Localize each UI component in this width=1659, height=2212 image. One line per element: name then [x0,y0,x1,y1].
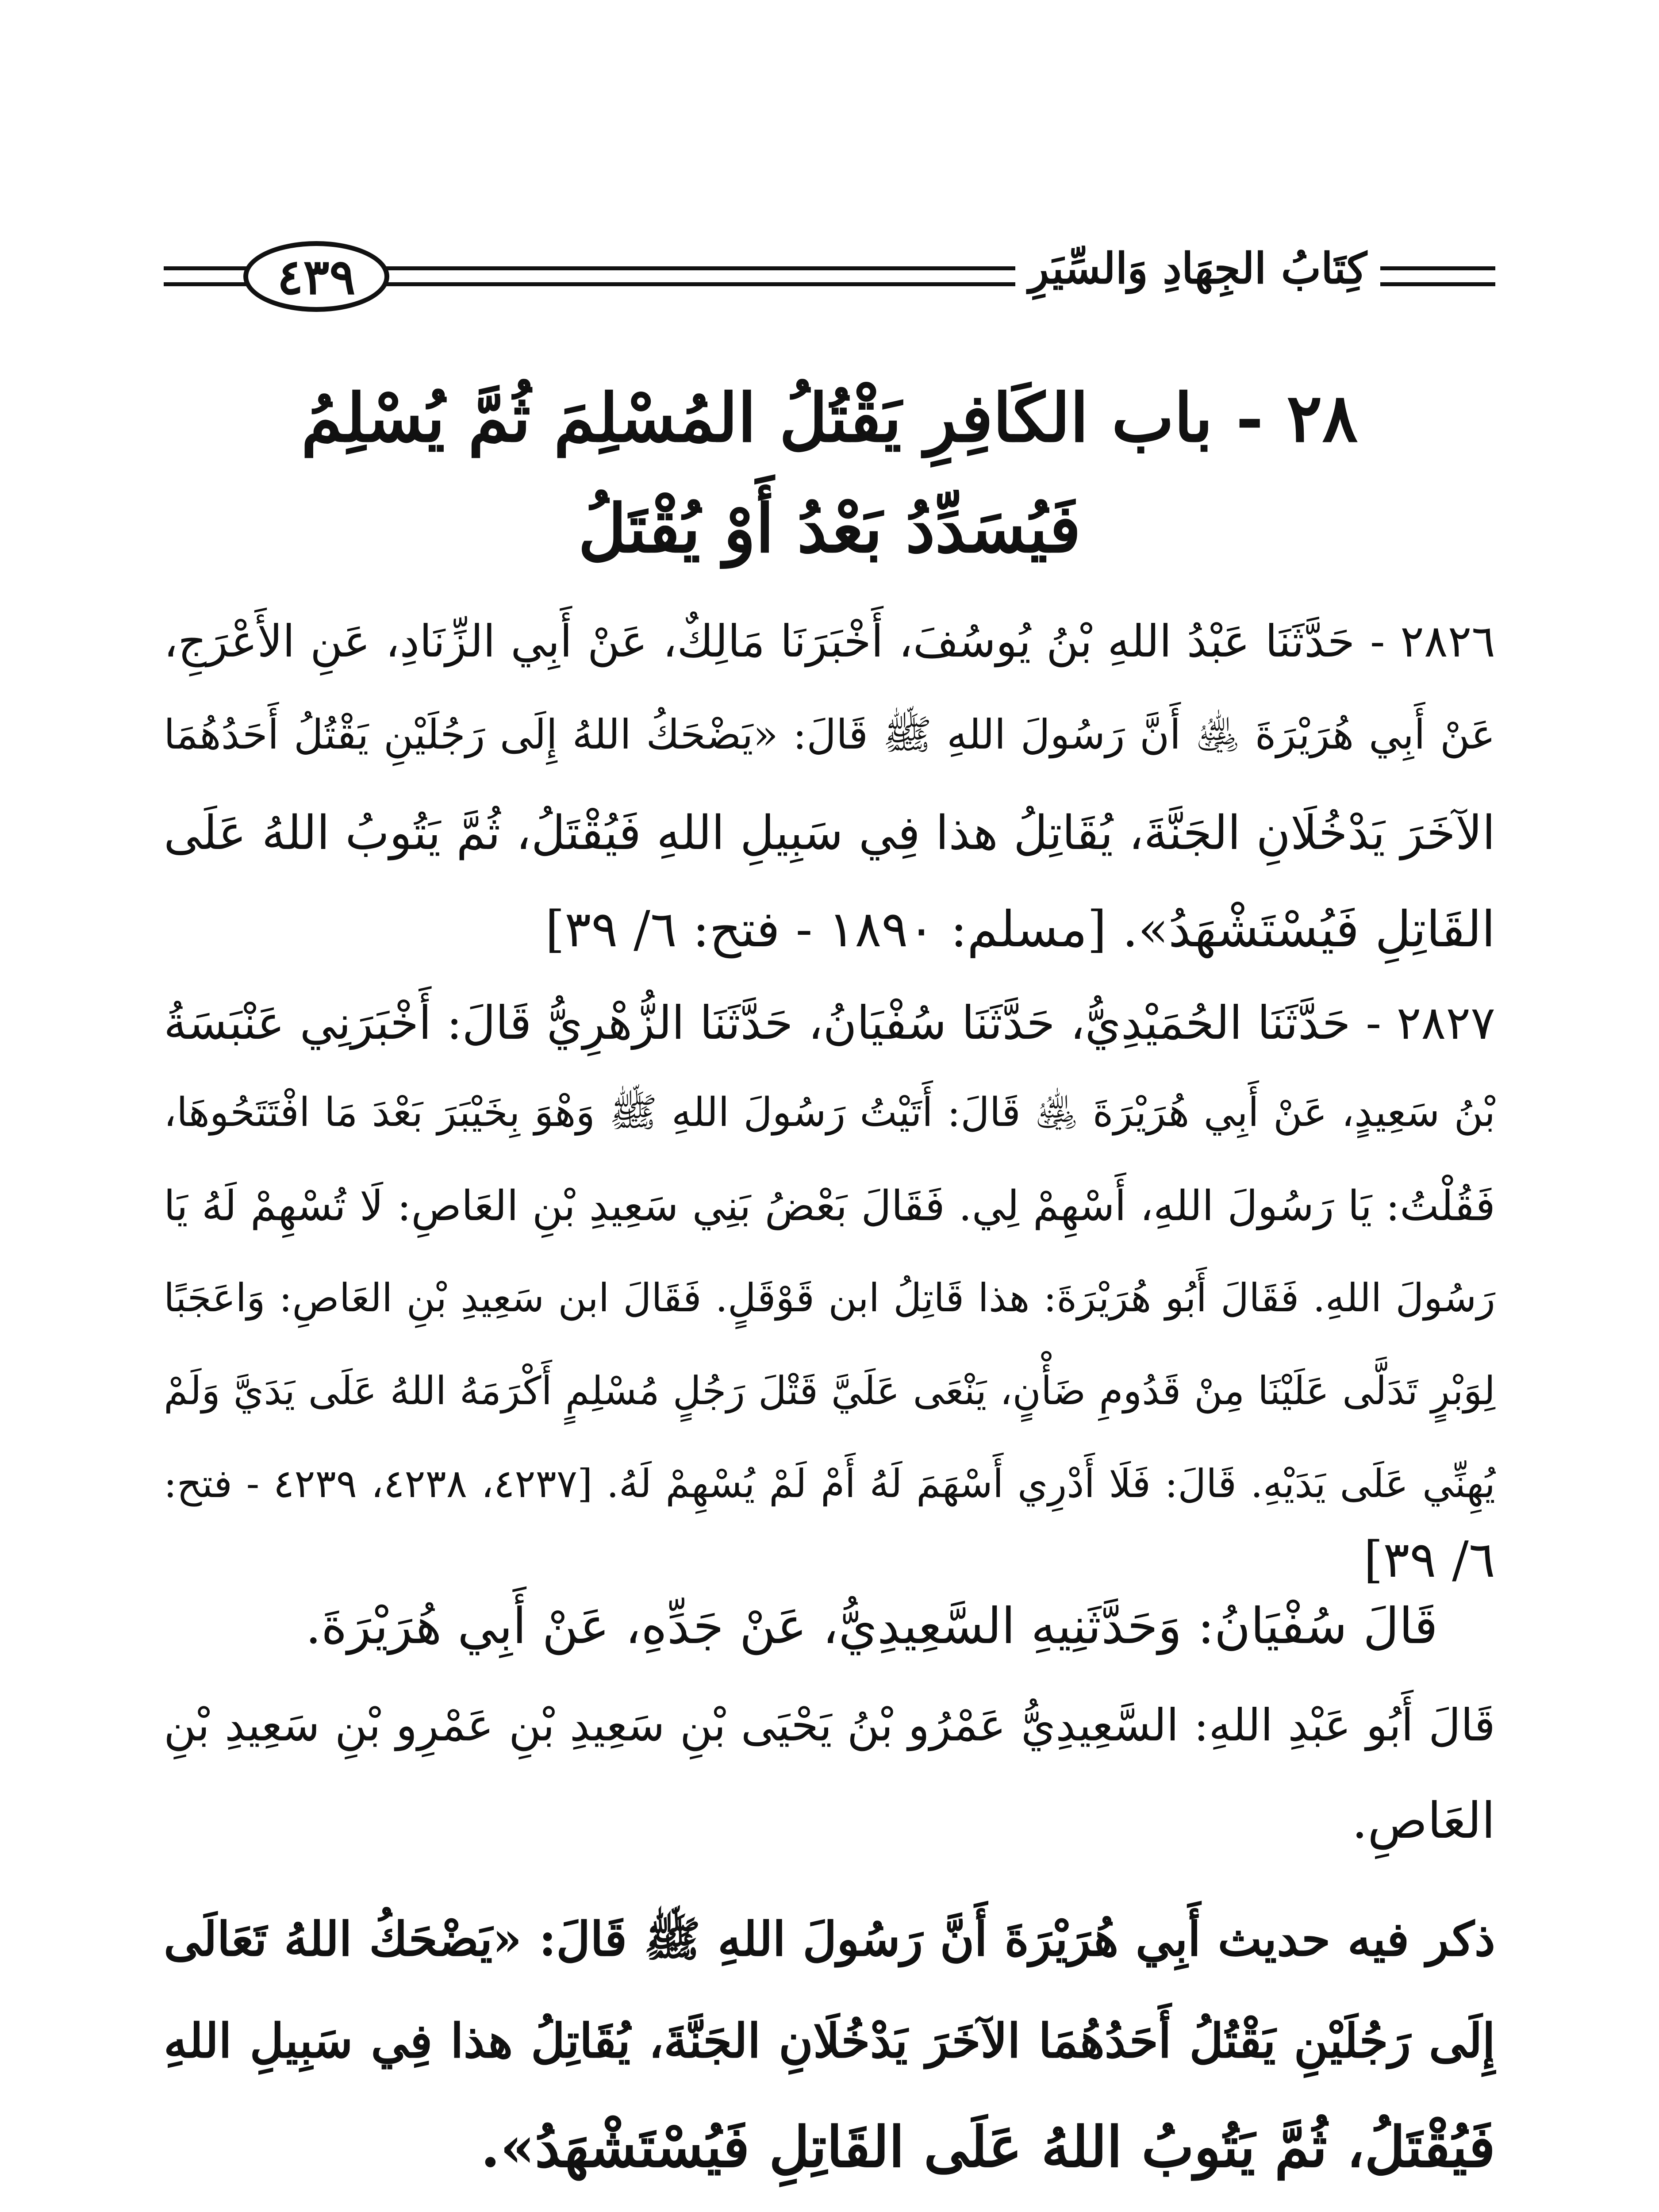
header-rule-left-top [164,266,252,270]
running-header [164,234,1495,323]
hadith-2826-line: القَاتِلِ فَيُسْتَشْهَدُ». [مسلم: ١٨٩٠ - فتح: ٦/ ٣٩] [545,901,1495,958]
chapter-title-line-1: ٢٨ - باب الكَافِرِ يَقْتُلُ المُسْلِمَ ثُمَّ يُسْلِمُ [301,379,1358,457]
hadith-2826-line: ٢٨٢٦ - حَدَّثَنَا عَبْدُ اللهِ بْنُ يُوسُفَ، أَخْبَرَنَا مَالِكٌ، عَنْ أَبِي الزِّنَادِ، عَنِ الأَعْرَجِ، [164,615,1495,667]
page-number: ٤٣٩ [277,248,356,305]
hadith-2827-line: يُهِنِّي عَلَى يَدَيْهِ. قَالَ: فَلَا أَدْرِي أَسْهَمَ لَهُ أَمْ لَمْ يُسْهِمْ لَهُ. [٤٢٣٧، ٤٢٣٨، ٤٢٣٩ - فتح: [164,1461,1495,1506]
hadith-2826-line: عَنْ أَبِي هُرَيْرَةَ ﵁ أَنَّ رَسُولَ اللهِ ﷺ قَالَ: «يَضْحَكُ اللهُ إِلَى رَجُلَيْنِ يَقْتُلُ أَحَدُهُمَا [164,711,1495,758]
running-title: كِتَابُ الجِهَادِ وَالسِّيَرِ [1015,243,1380,293]
commentary-line: ذكر فيه حديث أَبِي هُرَيْرَةَ أَنَّ رَسُولَ اللهِ ﷺ قَالَ: «يَضْحَكُ اللهُ تَعَالَى [164,1911,1495,1966]
sufyan-narration: قَالَ سُفْيَانُ: وَحَدَّثَنِيهِ السَّعِيدِيُّ، عَنْ جَدِّهِ، عَنْ أَبِي هُرَيْرَةَ. [305,1598,1438,1655]
chapter-title-line-2: فَيُسَدِّدُ بَعْدُ أَوْ يُقْتَلُ [578,490,1081,568]
commentary-line: إِلَى رَجُلَيْنِ يَقْتُلُ أَحَدُهُمَا الآخَرَ يَدْخُلَانِ الجَنَّةَ، يُقَاتِلُ هذا فِي سَبِيلِ اللهِ [164,2013,1495,2068]
abu-abdillah-note-line: قَالَ أَبُو عَبْدِ اللهِ: السَّعِيدِيُّ عَمْرُو بْنُ يَحْيَى بْنِ سَعِيدِ بْنِ عَمْرِو بْنِ سَعِيدِ بْنِ [164,1699,1495,1751]
hadith-2826-line: الآخَرَ يَدْخُلَانِ الجَنَّةَ، يُقَاتِلُ هذا فِي سَبِيلِ اللهِ فَيُقْتَلُ، ثُمَّ يَتُوبُ اللهُ عَلَى [164,806,1495,860]
hadith-2827-line: لِوَبْرٍ تَدَلَّى عَلَيْنَا مِنْ قَدُومِ ضَأْنٍ، يَنْعَى عَلَيَّ قَتْلَ رَجُلٍ مُسْلِمٍ أَكْرَمَهُ اللهُ عَلَى يَدَيَّ وَلَمْ [164,1368,1495,1413]
hadith-2827-line: بْنُ سَعِيدٍ، عَنْ أَبِي هُرَيْرَةَ ﵁ قَالَ: أَتَيْتُ رَسُولَ اللهِ ﷺ وَهْوَ بِخَيْبَرَ بَعْدَ مَا افْتَتَحُوهَا، [164,1089,1495,1136]
hadith-2827-line: فَقُلْتُ: يَا رَسُولَ اللهِ، أَسْهِمْ لِي. فَقَالَ بَعْضُ بَنِي سَعِيدِ بْنِ العَاصِ: لَا تُسْهِمْ لَهُ يَا [164,1182,1495,1230]
abu-abdillah-note-line: العَاصِ. [1352,1792,1495,1850]
hadith-2827-line: ٦/ ٣٩] [1363,1531,1495,1589]
commentary-line: فَيُقْتَلُ، ثُمَّ يَتُوبُ اللهُ عَلَى القَاتِلِ فَيُسْتَشْهَدُ». [480,2114,1495,2180]
hadith-2827-line: ٢٨٢٧ - حَدَّثَنَا الحُمَيْدِيُّ، حَدَّثَنَا سُفْيَانُ، حَدَّثَنَا الزُّهْرِيُّ قَالَ: أَخْبَرَنِي عَنْبَسَةُ [164,996,1495,1050]
header-rule-left-bottom [164,282,252,286]
hadith-2827-line: رَسُولَ اللهِ. فَقَالَ أَبُو هُرَيْرَةَ: هذا قَاتِلُ ابن قَوْقَلٍ. فَقَالَ ابن سَعِيدِ بْنِ العَاصِ: وَاعَجَبًا [164,1275,1496,1321]
page-number-badge [243,241,389,312]
